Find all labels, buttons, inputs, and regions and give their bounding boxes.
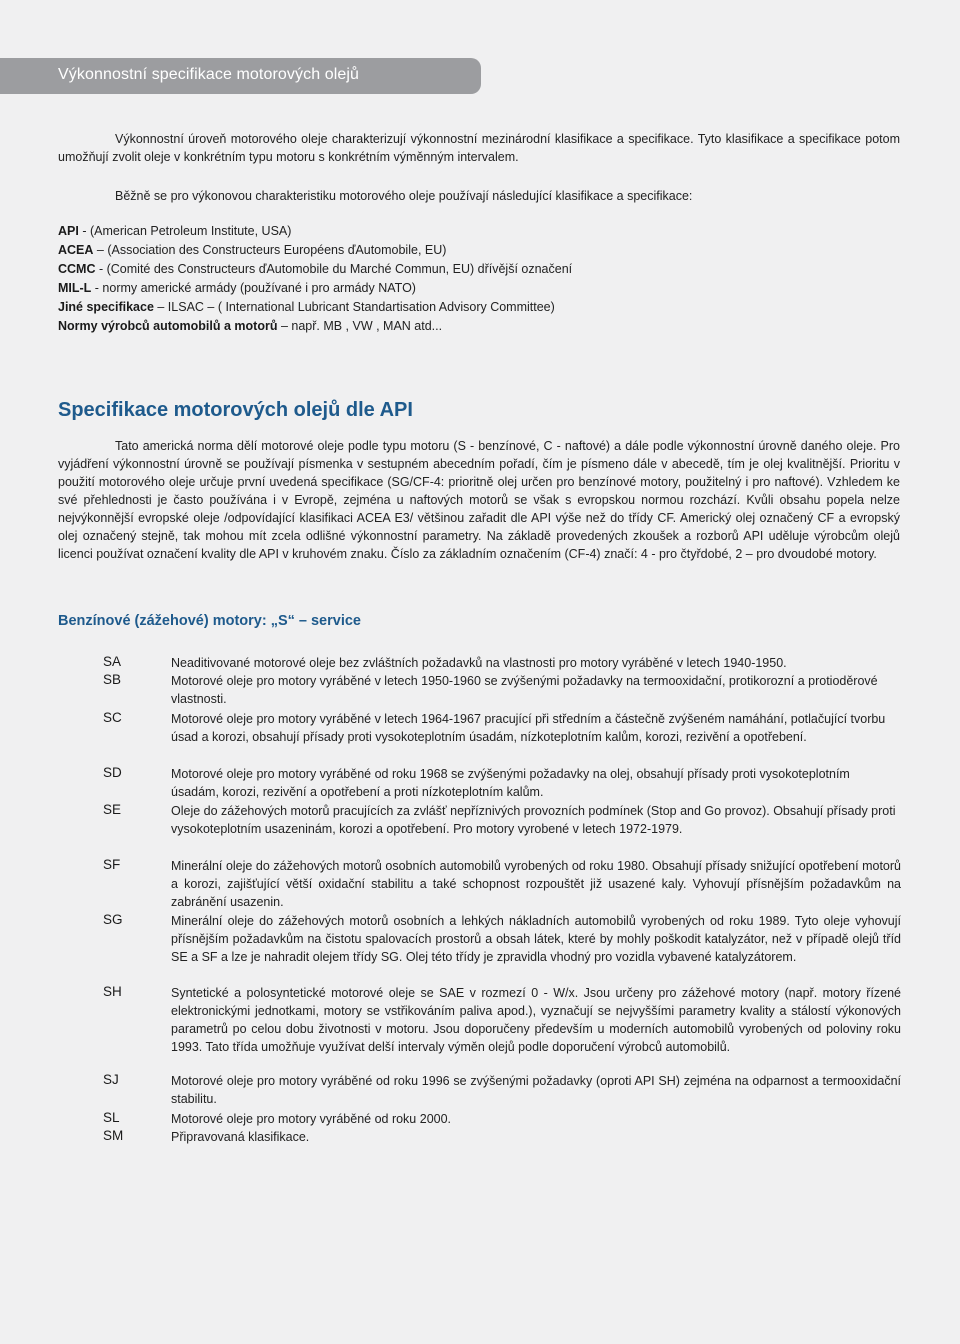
intro-paragraph: Výkonnostní úroveň motorového oleje charakterizují výkonnostní mezinárodní klasifikace a specifikace. Tyto klasifikace a specifikace potom umožňují zvolit oleje v konkrétním typu motoru s konkrétním výměnným intervalem. [58,132,900,164]
class-description: Oleje do zážehových motorů pracujících za zvlášť nepříznivých provozních podmínek (Stop and Go provoz). Obsahují přísady proti vysokoteplotním usazeninám, korozi a opotřebení. Pro motory vyrobené v letech 1972-1979. [171,804,896,836]
class-code: SL [103,1110,120,1125]
class-description: Motorové oleje pro motory vyráběné v letech 1964-1967 pracující při středním a částečně zvýšeném namáhání, potlačující tvorbu úsad a korozi, obsahují přísady proti vysokoteplotním úsadám, nízkoteplotním kalům, korozi, rezivění a opotřebení. [171,712,886,744]
class-description: Motorové oleje pro motory vyráběné od roku 1968 se zvýšenými požadavky na olej, obsahují přísady proti vysokoteplotním úsadám, korozi, rezivění a opotřebení a proti nízkoteplotním kalům. [171,767,850,799]
org-text: - (American Petroleum Institute, USA) [78,224,292,238]
class-description: Syntetické a polosyntetické motorové oleje se SAE v rozmezí 0 - W/x. Jsou určeny pro zážehové motory (např. motory řízené elektronickými jednotkami, motory se vstřikováním paliva apod.), vyznačují se nejvyššími parametry kvality a stálostí výkonových parametrů po celou dobu životnosti v motoru. Jsou doporučeny především u moderních automobilů vyrobených od poloviny roku 1993. Tato třída umožňuje využívat delší intervaly výměn olejů podle doporučení výrobců automobilů. [171,986,901,1054]
petrol-section-heading: Benzínové (zážehové) motory: „S“ – service [58,613,361,629]
org-abbr: API [58,224,79,238]
page-title: Výkonnostní specifikace motorových olejů [58,66,360,83]
class-description: Motorové oleje pro motory vyráběné v letech 1950-1960 se zvýšenými požadavky na termooxidační, protikorozní a protioděrové vlastnosti. [171,674,878,706]
org-text: – (Association des Constructeurs Européens ďAutomobile, EU) [93,243,447,257]
org-text: - (Comité des Constructeurs ďAutomobile du Marché Commun, EU) dřívější označení [95,262,573,276]
class-code: SM [103,1128,124,1143]
class-description: Minerální oleje do zážehových motorů osobních a lehkých nákladních automobilů vyrobených od roku 1989. Tyto oleje vyhovují přísnějším požadavkům na čistotu spalovacích prostorů a obsah látek, které by mohly poškodit katalyzátor, než v případě olejů tříd SE a SF a lze je nahradit olejem třídy SG. Olej této třídy je zpravidla vhodný pro vozidla vybavené katalyzátorem. [171,914,901,964]
class-code: SF [103,857,121,872]
class-code: SD [103,765,122,780]
org-abbr: CCMC [58,262,96,276]
org-abbr: Normy výrobců automobilů a motorů [58,319,278,333]
class-code: SE [103,802,122,817]
org-text: - normy americké armády (používané i pro armády NATO) [91,281,416,295]
org-abbr: MIL-L [58,281,92,295]
org-text: – např. MB , VW , MAN atd... [277,319,443,333]
class-code: SB [103,672,122,687]
class-code: SJ [103,1072,119,1087]
class-code: SA [103,654,122,669]
api-section-body: Tato americká norma dělí motorové oleje podle typu motoru (S - benzínové, C - naftové) a dále podle výkonnostní úrovně daného oleje. Pro vyjádření výkonnostní úrovně se používají písmenka v sestupném abecedním pořadí, čím je písmeno dále v abecedě, tím je olej kvalitnější. Prioritu v použití motorového oleje určuje první uvedená specifikace (SG/CF-4: prioritně olej určen pro benzínové motory, použitelný i pro naftové). Vzhledem ke své přehlednosti je často používána i v Evropě, zejména u naftových motorů se však s evropskou normou rozchází. Kvůli obsahu popela nelze nejvýkonnější evropské oleje /odpovídající klasifikaci ACEA E3/ většinou zařadit dle API výše než do třídy CF. Americký olej označený CF a evropský olej označený stejně, tak mohou mít zcela odlišné výkonnostní parametry. Na základě provedených zkoušek a rozborů API uděluje výrobcům olejů licenci používat označení kvality dle API v kruhovém znaku. Číslo za základním označením (CF-4) značí: 4 - pro čtyřdobé, 2 – pro dvoudobé motory. [58,439,900,561]
org-item-manufacturers [58,317,442,335]
class-code: SG [103,912,123,927]
class-description: Neaditivované motorové oleje bez zvláštních požadavků na vlastnosti pro motory vyráběné v letech 1940-1950. [171,656,787,670]
intro-list-lead: Běžně se pro výkonovou charakteristiku motorového oleje používají následující klasifikace a specifikace: [115,189,693,203]
class-description: Připravovaná klasifikace. [171,1130,310,1144]
org-item-acea [58,241,446,259]
org-item-other [58,298,555,316]
class-code: SC [103,710,122,725]
section-banner [0,58,481,94]
org-item-api [58,222,291,240]
class-description: Minerální oleje do zážehových motorů osobních automobilů vyrobených od roku 1980. Obsahují přísady snižující opotřebení motorů a korozi, zajišťující větší oxidační stabilitu a také schopnost rozpouštět již usazené kaly. Vyhovují přísnějším požadavkům na zabránění usazenin. [171,859,901,909]
org-abbr: ACEA [58,243,94,257]
api-section-heading: Specifikace motorových olejů dle API [58,399,413,421]
class-description: Motorové oleje pro motory vyráběné od roku 2000. [171,1112,452,1126]
class-code: SH [103,984,122,999]
org-item-mil-l [58,279,416,297]
class-description: Motorové oleje pro motory vyráběné od roku 1996 se zvýšenými požadavky (oproti API SH) zejména na odparnost a termooxidační stabilitu. [171,1074,901,1106]
org-text: – ILSAC – ( International Lubricant Standartisation Advisory Committee) [153,300,555,314]
org-item-ccmc [58,260,572,278]
org-abbr: Jiné specifikace [58,300,154,314]
